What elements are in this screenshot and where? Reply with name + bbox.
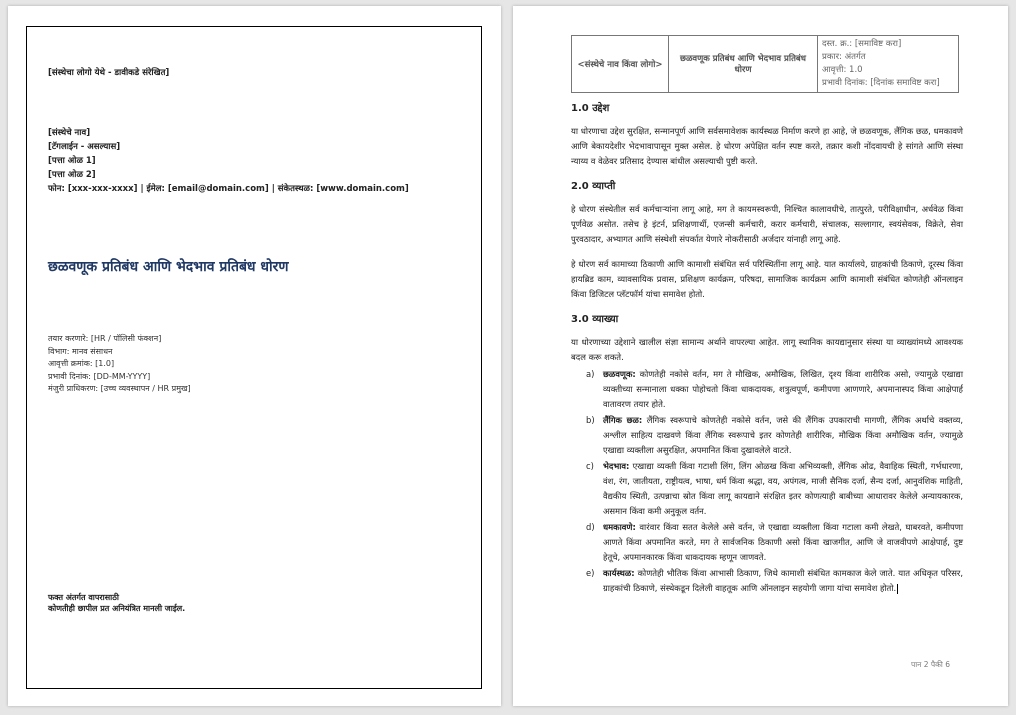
section-heading-scope: 2.0 व्याप्ती [571,181,616,192]
list-marker: c) [586,461,594,471]
contact-line: फोन: [xxx-xxx-xxxx] | ईमेल: [email@domain.com] | संकेतस्थळ: [www.domain.com] [48,184,409,194]
approval-authority: मंजुरी प्राधिकरण: [उच्च व्यवस्थापन / HR प्रमुख] [48,384,191,393]
definition-text: कोणतेही भौतिक किंवा आभासी ठिकाण, जिथे कामाशी संबंधित कामकाज केले जाते. यात अधिकृत परिसर, ग्राहकांची ठिकाणे, संस्थेकडून दिलेली वाहतूक आणि ऑनलाइन सहयोगी जागा यांचा समावेश होतो. [603,568,963,593]
page-number: पान 2 पैकी 6 [910,660,950,669]
section-text-purpose: या धोरणाचा उद्देश सुरक्षित, सन्मानपूर्ण आणि सर्वसमावेशक कार्यस्थळ निर्माण करणे हा आहे, जे छळवणूक, लैंगिक छळ, धमकावणे आणि बेकायदेशीर भेदभावापासून मुक्त असेल. हे धोरण अपेक्षित वर्तन स्पष्ट करते, तक्रार कशी नोंदवायची हे सांगते आणि संस्था न्याय्य व वेळेवर प्रतिसाद देण्यास बांधील असल्याची पुष्टी करते. [571,126,963,166]
department: विभाग: मानव संसाधन [48,346,113,356]
list-marker: a) [586,369,595,379]
section-heading-purpose: 1.0 उद्देश [571,103,610,114]
organization-address-block [48,126,409,196]
document-body[interactable] [571,101,963,597]
version-number: आवृत्ती क्रमांक: [1.0] [48,359,115,368]
list-item [571,520,963,565]
content-page [513,6,1008,706]
definition-text: लैंगिक स्वरूपाचे कोणतेही नकोसे वर्तन, जसे की लैंगिक उपकाराची मागणी, लैंगिक अर्थाचे वक्तव्य, अश्लील साहित्य दाखवणे किंवा लैंगिक स्वरूपाचे इतर कोणतेही शारीरिक, मौखिक किंवा अमौखिक वर्तन, ज्यामुळे एखाद्या व्यक्तीला असुरक्षित, अपमानित किंवा दुखावलेले वाटते. [603,415,963,455]
header-version: आवृत्ती: 1.0 [822,65,863,75]
address-line-1: [पत्ता ओळ 1] [48,156,96,166]
document-title: छळवणूक प्रतिबंध आणि भेदभाव प्रतिबंध धोरण [48,259,289,275]
definition-text: एखाद्या व्यक्ती किंवा गटाशी लिंग, लिंग ओळख किंवा अभिव्यक्ती, लैंगिक ओढ, वैवाहिक स्थिती, गर्भधारणा, वंश, रंग, जातीयता, राष्ट्रीयत्व, भाषा, धर्म किंवा श्रद्धा, वय, अपंगत्व, माजी सैनिक दर्जा, सैन्य दर्जा, आनुवंशिक माहिती, वैद्यकीय स्थिती, उत्पन्नाचा स्रोत किंवा लागू कायद्याने संरक्षित इतर कोणत्याही बाबीच्या आधारावर केलेले अन्यायकारक, असमान किंवा कमी अनुकूल वर्तन. [603,461,963,516]
text-cursor [897,584,898,594]
list-item [571,413,963,458]
header-category: प्रकार: अंतर्गत [822,52,866,62]
logo-placeholder: [संस्थेचा लोगो येथे - डावीकडे संरेखित] [48,68,170,78]
definition-text: वारंवार किंवा सतत केलेले असे वर्तन, जे एखाद्या व्यक्तीला किंवा गटाला कमी लेखते, घाबरवते, कमीपणा आणते किंवा अपमानित करते, मग ते सार्वजनिक ठिकाणी असो किंवा खाजगीत, आणि जे वाजवीपणे आक्षेपार्ह, दुष्ट हेतूचे, अपमानकारक किंवा धाकदायक म्हणून जाणवते. [603,522,963,562]
section-text-scope-1: हे धोरण संस्थेतील सर्व कर्मचाऱ्यांना लागू आहे, मग ते कायमस्वरूपी, निश्चित कालावधीचे, तात्पुरते, परीविक्षाधीन, अर्धवेळ किंवा पूर्णवेळ असोत. तसेच हे इंटर्न, प्रशिक्षणार्थी, एजन्सी कर्मचारी, करार कर्मचारी, संचालक, सल्लागार, स्वयंसेवक, विक्रेते, सेवा पुरवठादार, अभ्यागत आणि संस्थेशी संपर्कात येणारे नोकरीसाठी अर्जदार यांनाही लागू आहे. [571,204,963,244]
definition-term: छळवणूक: [603,369,636,379]
definition-text: कोणतेही नकोसे वर्तन, मग ते मौखिक, अमौखिक, लिखित, दृश्य किंवा शारीरिक असो, ज्यामुळे एखाद्या व्यक्तीच्या सन्मानाला धक्का पोहोचतो किंवा धाकदायक, शत्रुत्वपूर्ण, कमीपणा आणणारे, अपमानास्पद किंवा आक्षेपार्ह वातावरण तयार होते. [603,369,963,409]
header-doc-number: दस्त. क्र.: [समाविष्ट करा] [822,39,902,49]
address-line-2: [पत्ता ओळ 2] [48,170,96,180]
list-marker: e) [586,568,595,578]
list-marker: d) [586,522,595,532]
definition-term: धमकावणे: [603,522,636,532]
definition-term: भेदभाव: [603,461,630,471]
cover-footer [48,592,185,614]
header-title-cell: छळवणूक प्रतिबंध आणि भेदभाव प्रतिबंध धोरण [669,36,818,93]
uncontrolled-copy-note: कोणतीही छापील प्रत अनियंत्रित मानली जाईल. [48,604,186,613]
header-effective-date: प्रभावी दिनांक: [दिनांक समाविष्ट करा] [822,78,940,88]
header-info-cell [818,36,959,93]
list-item [571,459,963,519]
header-org-cell: <संस्थेचे नाव किंवा लोगो> [572,36,669,93]
document-meta [48,333,191,396]
list-marker: b) [586,415,595,425]
cover-page [8,6,501,706]
definition-term: लैंगिक छळ: [603,415,643,425]
list-item [571,367,963,412]
list-item [571,566,963,596]
section-heading-definitions: 3.0 व्याख्या [571,314,619,325]
internal-use-note: फक्त अंतर्गत वापरासाठी [48,593,119,602]
organization-name: [संस्थेचे नाव] [48,128,91,138]
page-header-table [571,35,959,93]
definition-term: कार्यस्थळ: [603,568,635,578]
section-text-scope-2: हे धोरण सर्व कामाच्या ठिकाणी आणि कामाशी संबंधित सर्व परिस्थितींना लागू आहे. यात कार्यालये, ग्राहकांची ठिकाणे, दूरस्थ किंवा हायब्रिड काम, व्यावसायिक प्रवास, प्रशिक्षण कार्यक्रम, परिषदा, सामाजिक कार्यक्रम आणि कामाशी संबंधित कोणतेही ऑनलाइन किंवा डिजिटल प्लॅटफॉर्म यांचा समावेश होतो. [571,259,963,299]
section-text-definitions-intro: या धोरणाच्या उद्देशाने खालील संज्ञा सामान्य अर्थाने वापरल्या आहेत. लागू स्थानिक कायद्यानुसार संस्था या व्याख्यांमध्ये आवश्यक बदल करू शकते. [571,337,963,362]
effective-date: प्रभावी दिनांक: [DD-MM-YYYY] [48,371,151,381]
prepared-by: तयार करणारे: [HR / पॉलिसी फंक्शन] [48,334,162,343]
organization-tagline: [टॅगलाईन - असल्यास] [48,142,121,152]
definitions-list [571,367,963,596]
